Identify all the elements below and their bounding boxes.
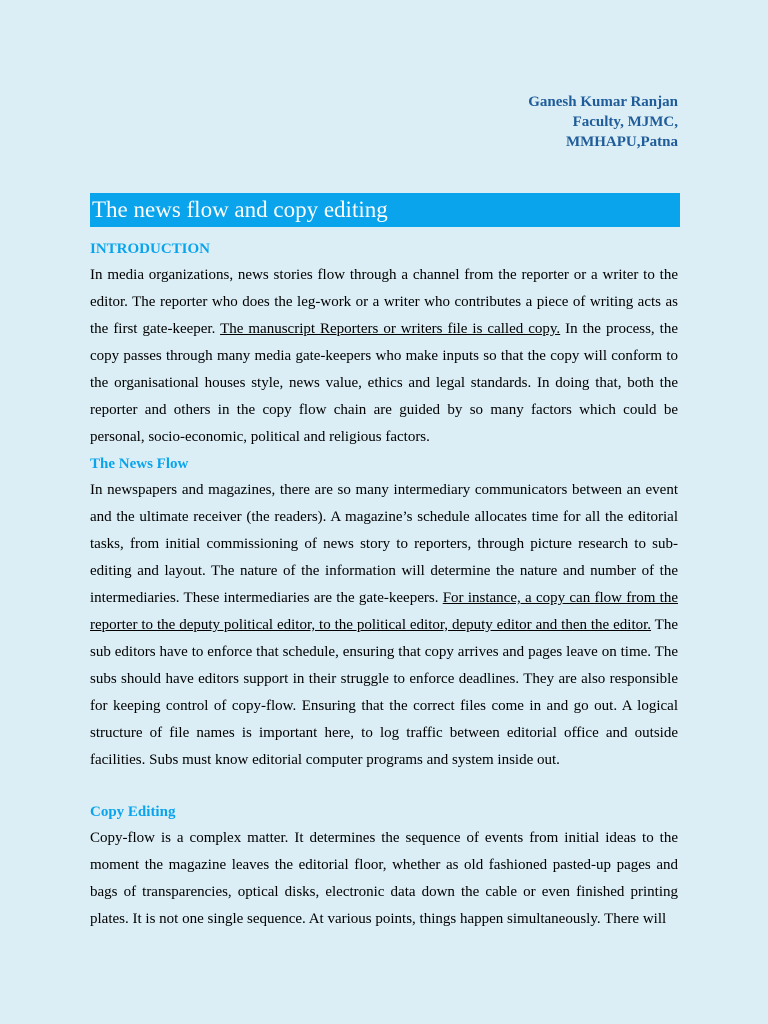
paragraph-introduction	[90, 262, 678, 451]
author-name: Ganesh Kumar Ranjan	[528, 94, 678, 110]
paragraph-copy-editing	[90, 825, 678, 933]
section-heading-news-flow: The News Flow	[90, 456, 189, 472]
document-title: The news flow and copy editing	[90, 193, 680, 227]
paragraph-news-flow	[90, 477, 678, 774]
news-flow-underlined-text: For instance, a copy can flow from the reporter to the deputy political editor, to the political editor, deputy editor and then the editor.	[90, 590, 678, 633]
section-heading-copy-editing: Copy Editing	[90, 804, 176, 820]
section-heading-introduction: INTRODUCTION	[90, 241, 211, 257]
news-flow-text-a: In newspapers and magazines, there are so many intermediary communicators between an event and the ultimate receiver (the readers). A magazine’s schedule allocates time for all the editorial tasks, from initial commissioning of news story to reporters, through picture research to sub-editing and layout. The nature of the information will determine the nature and number of the intermediaries. These intermediaries are the gate-keepers.	[90, 482, 678, 606]
author-institution: MMHAPU,Patna	[565, 134, 678, 150]
news-flow-text-b: The sub editors have to enforce that schedule, ensuring that copy arrives and pages leave on time. The subs should have editors support in their struggle to enforce deadlines. They are also responsible for keeping control of copy-flow. Ensuring that the correct files come in and go out. A logical structure of file names is important here, to log traffic between editorial office and outside facilities. Subs must know editorial computer programs and system inside out.	[90, 617, 678, 768]
intro-text-b: In the process, the copy passes through many media gate-keepers who make inputs so that the copy will conform to the organisational houses style, news value, ethics and legal standards. In doing that, both the reporter and others in the copy flow chain are guided by so many factors which could be personal, socio-economic, political and religious factors.	[90, 321, 678, 445]
author-role: Faculty, MJMC,	[572, 114, 678, 130]
copy-editing-text: Copy-flow is a complex matter. It determines the sequence of events from initial ideas to the moment the magazine leaves the editorial floor, whether as old fashioned pasted-up pages and bags of transparencies, optical disks, electronic data down the cable or even finished printing plates. It is not one single sequence. At various points, things happen simultaneously. There will	[90, 830, 678, 927]
author-block	[528, 92, 678, 152]
intro-text-a: In media organizations, news stories flow through a channel from the reporter or a writer to the editor. The reporter who does the leg-work or a writer who contributes a piece of writing acts as the first gate-keeper.	[90, 267, 678, 337]
intro-underlined-text: The manuscript Reporters or writers file is called copy.	[220, 321, 561, 337]
